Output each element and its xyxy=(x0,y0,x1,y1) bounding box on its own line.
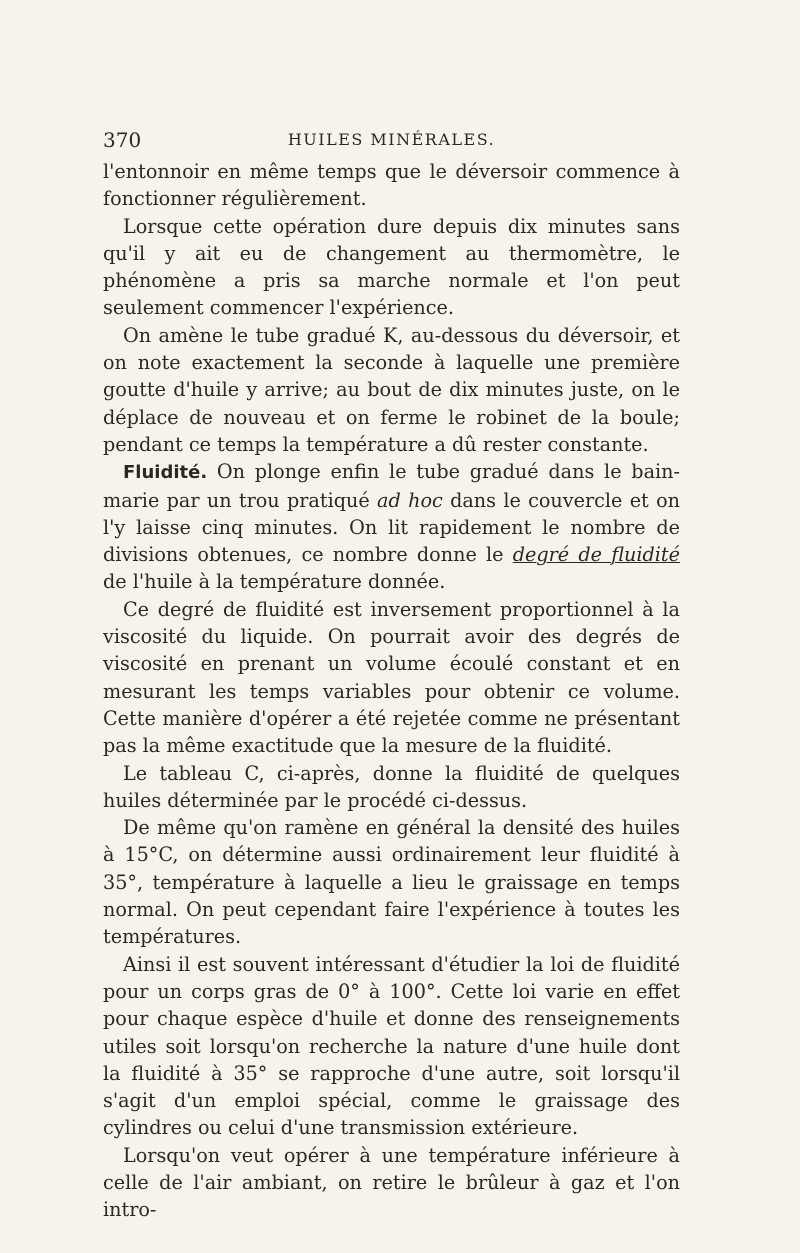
paragraph: Le tableau C, ci-après, donne la fluidité de quelques huiles déterminée par le procédé ci-dessus. xyxy=(103,761,680,812)
paragraph: On amène le tube gradué K, au-dessous du déversoir, et on note exactement la seconde à laquelle une première goutte d'huile y arrive; au bout de dix minutes juste, on le déplace de nouveau et on ferme le robinet de la boule; pendant ce temps la température a dû rester constante. xyxy=(103,323,680,456)
page-header xyxy=(103,128,680,154)
running-title: HUILES MINÉRALES. xyxy=(287,130,496,149)
italic-term: degré de fluidité xyxy=(512,543,680,567)
paragraph: Lorsqu'on veut opérer à une température inférieure à celle de l'air ambiant, on retire le brûleur à gaz et l'on intro- xyxy=(103,1143,680,1222)
run-in-heading: Fluidité. xyxy=(123,462,208,484)
paragraph: Ce degré de fluidité est inversement proportionnel à la viscosité du liquide. On pourrait avoir des degrés de viscosité en prenant un volume écoulé constant et en mesurant les temps variables pour obtenir ce volume. Cette manière d'opérer a été rejetée comme ne présentant pas la même exactitude que la mesure de la fluidité. xyxy=(103,597,680,758)
text-segment: dans le couvercle et on l'y laisse cinq minutes. On lit rapidement le nombre de divisions obtenues, ce nombre donne le xyxy=(103,488,681,567)
paragraph: Ainsi il est souvent intéressant d'étudier la loi de fluidité pour un corps gras de 0° à 100°. Cette loi varie en effet pour chaque espèce d'huile et donne des renseignements utiles soit lorsqu'on recherche la nature d'une huile dont la fluidité à 35° se rapproche d'une autre, soit lorsqu'il s'agit d'un emploi spécial, comme le graissage des cylindres ou celui d'une transmission extérieure. xyxy=(103,952,680,1140)
paragraph-fluidite xyxy=(103,458,680,595)
italic-term: ad hoc xyxy=(377,488,443,512)
paragraph: Lorsque cette opération dure depuis dix minutes sans qu'il y ait eu de changement au thermomètre, le phénomène a pris sa marche normale et l'on peut seulement commencer l'expérience. xyxy=(103,214,680,320)
text-segment: de l'huile à la température donnée. xyxy=(103,570,446,594)
paragraph: l'entonnoir en même temps que le déversoir commence à fonctionner régulièrement. xyxy=(103,160,680,211)
page-number: 370 xyxy=(103,128,142,152)
body-text xyxy=(103,158,680,1224)
paragraph: De même qu'on ramène en général la densité des huiles à 15°C, on détermine aussi ordinairement leur fluidité à 35°, température à laquelle a lieu le graissage en temps normal. On peut cependant faire l'expérience à toutes les températures. xyxy=(103,816,680,949)
text-segment: On plonge enfin le tube gradué dans le bain-marie par un trou pratiqué xyxy=(103,460,680,512)
